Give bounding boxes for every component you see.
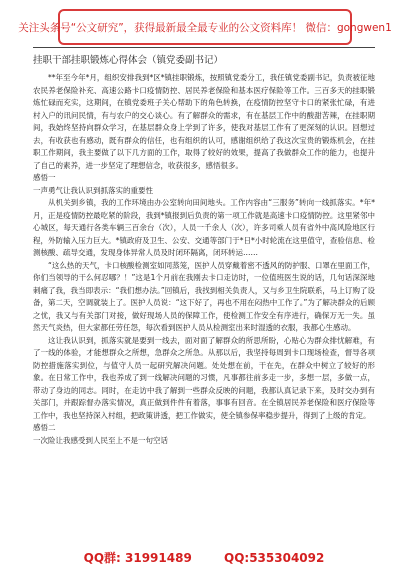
- body-paragraph: 从机关到乡镇，我的工作环境由办公室转向田间地头。工作内容由“三服务”转向一线抓落实。*年*月，正是疫情防控最吃紧的阶段，我到*镇报到后负责的第一项工作就是高速卡口疫情防控。这里紧邻中心城区，每天通行各类车辆三百余台（次），人员一千余人（次），许多司乘人员有省外中高风险地区行程，外防输入压力巨大。*镇政府及卫生、公安、交通等部门于*日*小时轮流在这里值守，查验信息、检测核酸、疏导交通，发现身体异常人员及时闭环隔离，闭环转运……: [33, 198, 375, 257]
- section-heading: 感悟一: [33, 173, 56, 182]
- section-heading: 一声勇气让我认识到抓落实的重要性: [33, 185, 153, 195]
- body-paragraph: “这么热的天气，卡口核酸检测室如同蒸笼，医护人员穿戴着密不透风的防护服、口罩在里面工作，你们当领导的干么何忍哪？！”这是1个月前在我刚去卡口走访时，一位值班医生说的话，几句话深深地刺痛了我，我当即表示：“我们想办法。”回镇后，我找到相关负责人，又与乡卫生院联系，马上订购了设备，第二天，空调就装上了。医护人员说：“这下好了，再也不用在闷热中工作了。”为了解决群众的后顾之忧，我又与有关部门对接，做好现场人员的保障工作，使检测工作安全有序进行，确保万无一失。虽然天气炎热，但大家都任劳任怨，每次看到医护人员从检测室出来时湿透的衣服，我都心生感动。: [33, 260, 375, 332]
- promo-banner[interactable]: [18, 9, 392, 45]
- footer-qq-group: QQ群: 31991489: [83, 551, 192, 565]
- footer-qq: QQ:535304092: [224, 551, 325, 565]
- footer: [0, 549, 408, 566]
- body-paragraph: 这让我认识到，抓落实就是要到一线去，面对面了解群众的所思所盼，心贴心为群众排忧解难，有了一线的体验，才能想群众之所想，急群众之所急。从那以后，我坚持每周到卡口现场检查，督导各项防控措施落实到位，与值守人员一起研究解决问题。处处想在前，干在先，在群众中树立了较好的形象。在日常工作中，我也养成了到一线解决问题的习惯，凡事都往前多走一步，多想一层，多做一点，带动了身边的同志。同时，在走访中我了解到一些群众反映的问题，我都认真记录下来，及时交办到有关部门，并跟踪督办落实情况，真正做到件件有着落，事事有回音。在全镇居民养老保险和医疗保险等工作中，我也坚持深入村组，把政策讲透，把工作做实，使全镇参保率稳步提升，得到了上级的肯定。: [33, 335, 375, 420]
- promo-banner-text: 关注头条号“公文研究”，获得最新最全最专业的公文资料库！ 微信：gongwen1: [18, 21, 392, 34]
- document-body: [33, 72, 375, 447]
- section-heading: 一次险让我感受到人民至上不是一句空话: [33, 435, 168, 445]
- section-heading: 感悟二: [33, 423, 56, 432]
- body-paragraph: **年至今年*月，组织安排我到*区*镇挂职锻炼，按照镇党委分工，我任镇党委副书记，负责被征地农民养老保险补充、高速公路卡口疫情防控、居民养老保险和基本医疗保险等工作。三百多天的挂职锻炼忙碌而充实，这期间，在镇党委班子关心帮助下的角色转换，在疫情防控坚守卡口的紧张忙碌，有进村入户的讯问民情，有与农户的交心谈心。有了解群众的需求，有在基层工作中的酸甜苦辣，在挂职期间，我始终坚持向群众学习，在基层群众身上学到了许多，使我对基层工作有了更深刻的认识。回想过去，有收获也有感动，既有群众的信任，也有组织的认可，感谢组织给了我这次宝贵的锻炼机会，在挂职工作期间，我主要做了以下几方面的工作，取得了较好的效果，提高了我做群众工作的能力，也提升了自己的素养，进一步坚定了理想信念，收获很多，感悟很多。: [33, 73, 375, 170]
- header-divider: [33, 47, 375, 48]
- document-title: 挂职干部挂职锻炼心得体会（镇党委副书记）: [33, 55, 224, 66]
